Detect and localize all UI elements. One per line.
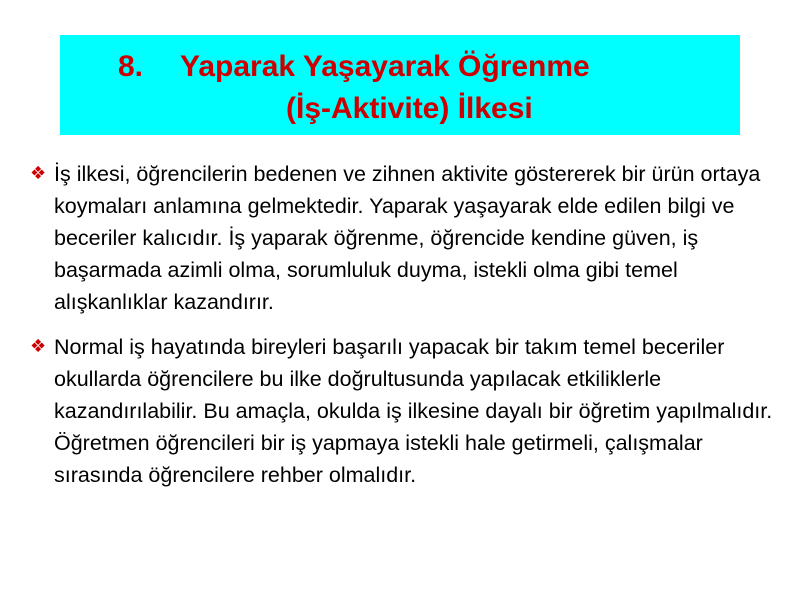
diamond-bullet-icon: ❖ [30,163,47,184]
slide-title-line-2: (İş-Aktivite) İlkesi [286,92,533,125]
title-number: 8. [118,50,144,83]
bullet-text-2: Normal iş hayatında bireyleri başarılı yapacak bir takım temel beceriler okullarda öğrencilere bu ilke doğrultusunda yapılacak etkiliklerle kazandırılabilir. Bu amaçla, okulda iş ilkesine dayalı bir öğretim yapılmalıdır. Öğretmen öğrencileri bir iş yapmaya istekli hale getirmeli, çalışmalar sırasında öğrencilere rehber olmalıdır. [54,335,773,487]
diamond-bullet-icon: ❖ [30,336,47,357]
title-text-1: Yaparak Yaşayarak Öğrenme [180,50,590,83]
bullet-list [30,158,780,504]
bullet-item-2 [30,331,780,491]
slide-title-line-1 [118,49,590,85]
title-box [60,35,740,135]
bullet-item-1 [30,158,780,318]
bullet-text-1: İş ilkesi, öğrencilerin bedenen ve zihnen aktivite göstererek bir ürün ortaya koymaları anlamına gelmektedir. Yaparak yaşayarak elde edilen bilgi ve beceriler kalıcıdır. İş yaparak öğrenme, öğrencide kendine güven, iş başarmada azimli olma, sorumluluk duyma, istekli olma gibi temel alışkanlıklar kazandırır. [54,162,761,314]
